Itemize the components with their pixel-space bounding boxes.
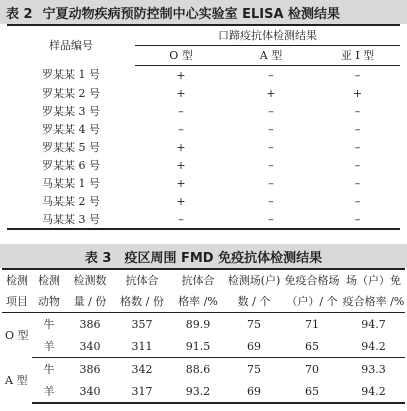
table-row (7, 66, 400, 85)
farm-rate-cell: 94.7 (361, 317, 386, 331)
table2-number: 表 2 (6, 6, 33, 22)
result-asia1-cell: – (354, 104, 361, 118)
header-cell: 检测 (32, 269, 66, 291)
farms-qualified-cell: 71 (305, 317, 319, 331)
rate-cell: 89.9 (185, 317, 211, 331)
sample-id-cell: 马某某 1 号 (42, 176, 100, 190)
table-row (7, 138, 400, 156)
result-o-cell: + (176, 86, 186, 100)
result-asia1-cell: – (354, 140, 361, 154)
qualified-cell: 342 (131, 362, 153, 376)
farms-qualified-cell: 65 (282, 380, 342, 403)
table-gap (0, 230, 407, 244)
farms-qualified-cell: 65 (282, 335, 342, 358)
result-a-cell: – (227, 210, 315, 229)
table-row (7, 102, 400, 120)
header-cell: 检测 (2, 269, 32, 291)
table-row (7, 174, 400, 192)
test-item-cell: O 型 (5, 328, 29, 342)
header-cell: 检测数 (66, 269, 114, 291)
table2-elisa-results (7, 24, 400, 230)
result-o-cell: + (176, 158, 186, 172)
farms-cell: 69 (226, 335, 282, 358)
sample-id-cell: 罗某某 5 号 (42, 140, 100, 154)
header-cell: （户）/ 个 (282, 291, 342, 313)
animal-cell: 牛 (43, 317, 55, 331)
result-o-cell: + (176, 194, 186, 208)
test-item-cell: A 型 (5, 373, 28, 387)
header-cell: 格率 /% (170, 291, 226, 313)
header-cell: 数 / 个 (226, 291, 282, 313)
result-o-cell: + (176, 140, 186, 154)
count-cell: 386 (79, 362, 101, 376)
result-asia1-cell: + (352, 86, 363, 100)
qualified-cell: 357 (131, 317, 153, 331)
farm-rate-cell: 94.2 (342, 335, 405, 358)
sample-id-cell: 罗某某 2 号 (42, 86, 100, 100)
farms-cell: 75 (247, 362, 261, 376)
result-asia1-cell: – (354, 158, 361, 172)
header-cell: 格数 / 份 (114, 291, 170, 313)
sample-id-cell: 罗某某 1 号 (42, 68, 100, 82)
farms-qualified-cell: 70 (305, 362, 319, 376)
result-a-cell: – (268, 104, 274, 118)
table3-body (2, 313, 405, 404)
header-cell: 场（户）免 (342, 269, 405, 291)
farms-cell: 75 (247, 317, 261, 331)
result-a-cell: – (268, 176, 274, 190)
count-cell: 386 (79, 317, 101, 331)
table-row (2, 313, 405, 336)
result-a-cell: – (268, 158, 274, 172)
table3-header-row-1 (2, 269, 405, 291)
sample-id-header: 样品编号 (7, 25, 135, 66)
table3-fmd-antibody-results (2, 268, 405, 404)
result-asia1-cell: – (354, 68, 361, 82)
result-o-cell: – (178, 104, 184, 118)
table2-caption (0, 0, 407, 24)
sample-id-cell: 罗某某 3 号 (42, 104, 100, 118)
table2-body (7, 66, 400, 230)
result-o-cell: – (135, 210, 227, 229)
header-cell: 抗体合 (114, 269, 170, 291)
header-cell: 抗体合 (170, 269, 226, 291)
rate-cell: 88.6 (185, 362, 211, 376)
table2-title: 宁夏动物疾病预防控制中心实验室 ELISA 检测结果 (42, 6, 341, 22)
result-asia1-cell: – (354, 194, 361, 208)
animal-cell: 牛 (43, 362, 55, 376)
result-a-cell: – (268, 68, 274, 82)
table3-caption (0, 244, 407, 268)
table-row (7, 84, 400, 102)
col-header-o: O 型 (135, 46, 227, 66)
animal-cell: 羊 (32, 380, 66, 403)
col-header-asia1: 亚 I 型 (315, 46, 400, 66)
col-header-a: A 型 (227, 46, 315, 66)
result-o-cell: – (178, 122, 184, 136)
header-cell: 项目 (2, 291, 32, 313)
qualified-cell: 311 (114, 335, 170, 358)
sample-id-cell: 马某某 3 号 (7, 210, 135, 229)
sample-id-cell: 马某某 2 号 (42, 194, 100, 208)
table-row (2, 380, 405, 403)
table-row (2, 358, 405, 381)
table-row (7, 156, 400, 174)
result-asia1-cell: – (315, 210, 400, 229)
result-asia1-cell: – (354, 122, 361, 136)
sample-id-cell: 罗某某 4 号 (42, 122, 100, 136)
sample-id-cell: 罗某某 6 号 (42, 158, 100, 172)
result-o-cell: + (176, 68, 186, 82)
table-row (7, 120, 400, 138)
farm-rate-cell: 93.3 (361, 362, 386, 376)
count-cell: 340 (66, 335, 114, 358)
result-asia1-cell: – (354, 176, 361, 190)
farms-cell: 69 (226, 380, 282, 403)
count-cell: 340 (66, 380, 114, 403)
table-row (7, 192, 400, 210)
rate-cell: 91.5 (170, 335, 226, 358)
header-cell: 免疫合格场 (282, 269, 342, 291)
qualified-cell: 317 (114, 380, 170, 403)
result-a-cell: – (268, 122, 274, 136)
fmd-antibody-header: 口蹄疫抗体检测结果 (135, 25, 400, 46)
result-a-cell: – (268, 194, 274, 208)
header-cell: 动物 (32, 291, 66, 313)
table3-title: 表 3 疫区周围 FMD 免疫抗体检测结果 (84, 250, 323, 266)
table3-header-row-2 (2, 291, 405, 313)
table-row (2, 335, 405, 358)
header-cell: 量 / 份 (66, 291, 114, 313)
result-o-cell: + (176, 176, 186, 190)
farm-rate-cell: 94.2 (342, 380, 405, 403)
animal-cell: 羊 (32, 335, 66, 358)
header-cell: 检测场(户) (226, 269, 282, 291)
rate-cell: 93.2 (170, 380, 226, 403)
result-a-cell: + (266, 86, 276, 100)
table-row (7, 210, 400, 229)
header-cell: 疫合格率 /% (342, 291, 405, 313)
result-a-cell: – (268, 140, 274, 154)
